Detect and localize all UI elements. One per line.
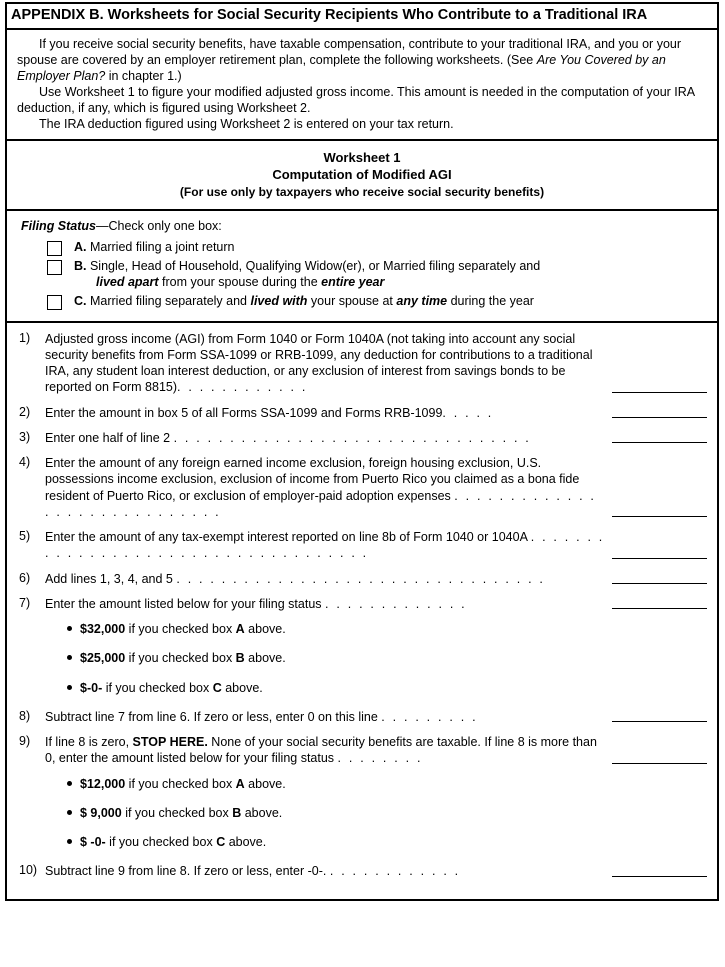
filing-status-title-rest: —Check only one box: — [96, 218, 222, 233]
line-10-description: Subtract line 9 from line 8. If zero or less, enter -0-. — [45, 864, 327, 879]
bullet-a-amount: $32,000 — [80, 622, 126, 637]
option-c-letter: C. — [74, 293, 87, 308]
line-6-input[interactable] — [612, 582, 707, 584]
line-9-number: 9) — [19, 734, 31, 749]
line-9-text-b: None of your social security benefits are taxable. If line 8 is more than 0, enter the amount listed below for your filing status — [45, 735, 597, 766]
bullet-c-after: above. — [221, 680, 263, 695]
line-9-bullet-a — [15, 776, 707, 792]
bullet9-b-text — [45, 805, 707, 821]
option-a-letter: A. — [74, 240, 87, 255]
line-9-text — [45, 734, 612, 767]
option-b-text-2: from your spouse during the — [158, 275, 322, 290]
worksheet-line-6 — [15, 571, 707, 587]
line-7-number: 7) — [19, 595, 31, 610]
line-9-stop-here: STOP HERE. — [132, 735, 208, 750]
line-7-bullet-c — [15, 680, 707, 696]
option-b-text-cont — [96, 274, 707, 290]
bullet9-b-letter: B — [232, 805, 242, 820]
bullet9-b-before: if you checked box — [121, 805, 233, 820]
line-5-input[interactable] — [612, 557, 707, 559]
checkbox-option-c[interactable] — [47, 295, 62, 310]
intro-section — [7, 30, 717, 141]
line-6-text — [45, 571, 612, 587]
worksheet-line-10 — [15, 863, 707, 879]
line-6-description: Add lines 1, 3, 4, and 5 — [45, 571, 173, 586]
option-b-letter: B. — [74, 259, 87, 274]
worksheet-line-9 — [15, 734, 707, 767]
bullet-b-amount: $25,000 — [80, 651, 126, 666]
line-2-number: 2) — [19, 404, 31, 419]
worksheet-line-1 — [15, 331, 707, 396]
intro-tail-text: in chapter 1.) — [105, 68, 182, 83]
line-10-input[interactable] — [612, 875, 707, 877]
bullet-c-amount: $-0- — [80, 680, 103, 695]
option-b-italic-2: entire year — [321, 275, 385, 290]
line-9-dots: . . . . . . . . — [337, 751, 423, 766]
filing-status-title — [21, 218, 707, 234]
worksheet-subtitle: Computation of Modified AGI — [272, 167, 452, 183]
bullet-dot-icon — [67, 626, 72, 631]
line-5-text — [45, 529, 612, 562]
bullet9-c-text — [45, 834, 707, 850]
line-10-text — [45, 863, 612, 879]
line-1-text — [45, 331, 612, 396]
bullet-dot-icon — [67, 810, 72, 815]
line-2-input[interactable] — [612, 416, 707, 418]
worksheet-header — [7, 141, 717, 211]
line-10-dots: . . . . . . . . . . . . — [329, 864, 461, 879]
intro-paragraph-2: Use Worksheet 1 to figure your modified adjusted gross income. This amount is needed in the computation of your IRA deduction, if any, which is figured using Worksheet 2. — [17, 84, 695, 115]
line-3-text — [45, 430, 612, 446]
bullet-a-letter: A — [235, 622, 245, 637]
filing-status-option-a[interactable] — [47, 239, 707, 256]
option-a-text: Married filing a joint return — [86, 240, 235, 255]
line-2-dots: . . . . . — [442, 405, 494, 420]
filing-status-option-c-label — [74, 293, 707, 309]
bullet-dot-icon — [67, 781, 72, 786]
worksheet-note: (For use only by taxpayers who receive social security benefits) — [179, 184, 545, 199]
line-6-dots: . . . . . . . . . . . . . . . . . . . . . . . . . . . . . . . . . — [176, 571, 546, 586]
bullet9-b-after: above. — [241, 805, 283, 820]
option-b-italic-1: lived apart — [96, 275, 159, 290]
line-1-number: 1) — [19, 330, 31, 345]
bullet9-a-amount: $12,000 — [80, 776, 126, 791]
page-title: APPENDIX B. Worksheets for Social Security Recipients Who Contribute to a Traditional IRA — [7, 4, 717, 30]
bullet-b-text — [45, 650, 707, 666]
checkbox-option-a[interactable] — [47, 241, 62, 256]
bullet-dot-icon — [67, 685, 72, 690]
option-c-italic-1: lived with — [250, 293, 308, 308]
line-9-input[interactable] — [612, 762, 707, 764]
line-5-number: 5) — [19, 529, 31, 544]
line-4-dots: . . . . . . . . . . . . . . . . . . . . . . . . . . . . . — [45, 488, 597, 519]
worksheet-outer-box — [5, 2, 719, 901]
option-b-text: Single, Head of Household, Qualifying Widow(er), or Married filing separately and — [86, 259, 541, 274]
bullet9-c-before: if you checked box — [105, 835, 217, 850]
bullet9-c-after: above. — [225, 835, 267, 850]
worksheet-title: Worksheet 1 — [323, 149, 401, 165]
bullet-a-text — [45, 621, 707, 637]
checkbox-option-b[interactable] — [47, 260, 62, 275]
filing-status-option-a-label — [74, 239, 707, 255]
line-3-number: 3) — [19, 429, 31, 444]
line-4-text — [45, 455, 612, 520]
line-8-input[interactable] — [612, 720, 707, 722]
line-3-description: Enter one half of line 2 — [45, 430, 171, 445]
filing-status-option-b[interactable] — [47, 258, 707, 291]
intro-paragraph-3: The IRA deduction figured using Worksheet 2 is entered on your tax return. — [39, 116, 454, 131]
intro-paragraph-1 — [17, 36, 707, 84]
bullet9-a-text — [45, 776, 707, 792]
bullet9-b-amount: $ 9,000 — [80, 805, 122, 820]
bullet9-a-letter: A — [235, 776, 245, 791]
line-4-input[interactable] — [612, 515, 707, 517]
line-8-number: 8) — [19, 708, 31, 723]
option-c-italic-2: any time — [396, 293, 448, 308]
bullet9-a-before: if you checked box — [125, 776, 236, 791]
line-8-description: Subtract line 7 from line 6. If zero or less, enter 0 on this line — [45, 709, 378, 724]
bullet-a-before: if you checked box — [125, 622, 236, 637]
worksheet-line-3 — [15, 430, 707, 446]
line-1-dots: . . . . . . . . . . . . — [177, 380, 308, 395]
line-7-text — [45, 596, 612, 612]
line-7-bullet-b — [15, 650, 707, 666]
intro-text-1: If you receive social security benefits, have taxable compensation, contribute to your traditional IRA, and you or your spouse are covered by an employer retirement plan, complete the following worksheets. — [17, 36, 682, 67]
line-7-input[interactable] — [612, 607, 707, 609]
filing-status-section — [7, 211, 717, 323]
bullet-a-after: above. — [244, 622, 286, 637]
line-8-text — [45, 709, 612, 725]
filing-status-title-bold: Filing Status — [21, 218, 96, 233]
line-2-text — [45, 405, 612, 421]
bullet9-a-after: above. — [244, 776, 286, 791]
line-7-bullet-a — [15, 621, 707, 637]
bullet9-c-amount: $ -0- — [80, 835, 106, 850]
bullet-dot-icon — [67, 655, 72, 660]
line-1-description: Adjusted gross income (AGI) from Form 1040 or Form 1040A (not taking into account any social security benefits from Form SSA-1099 or RRB-1099, any deduction for contributions to a traditional IRA, any student loan interest deduction, or any exclusion of interest from savings bonds to be reported on Form 8815) — [45, 331, 593, 395]
line-10-number: 10) — [19, 863, 38, 878]
worksheet-lines — [7, 323, 717, 899]
worksheet-line-5 — [15, 529, 707, 562]
line-3-input[interactable] — [612, 441, 707, 443]
bullet-dot-icon — [67, 839, 72, 844]
line-6-number: 6) — [19, 570, 31, 585]
worksheet-line-2 — [15, 405, 707, 421]
option-c-text: Married filing separately and — [86, 293, 251, 308]
line-5-dots: . . . . . . . . . . . . . . . . . . . . . . . . . . . . . . . . . . . . — [45, 530, 605, 561]
line-7-description: Enter the amount listed below for your filing status — [45, 596, 322, 611]
filing-status-option-c[interactable] — [47, 293, 707, 310]
bullet-c-text — [45, 680, 707, 696]
bullet-c-letter: C — [212, 680, 222, 695]
line-3-dots: . . . . . . . . . . . . . . . . . . . . . . . . . . . . . . . . — [173, 430, 531, 445]
line-9-text-a: If line 8 is zero, — [45, 735, 133, 750]
intro-italic-ref: Are You Covered by an Employer Plan? — [17, 52, 666, 83]
line-4-number: 4) — [19, 455, 31, 470]
line-1-input[interactable] — [612, 391, 707, 393]
worksheet-line-4 — [15, 455, 707, 520]
bullet-b-after: above. — [244, 651, 286, 666]
line-8-dots: . . . . . . . . . — [381, 709, 478, 724]
bullet9-c-letter: C — [216, 835, 226, 850]
line-7-dots: . . . . . . . . . . . . . — [325, 596, 467, 611]
line-2-description: Enter the amount in box 5 of all Forms SSA-1099 and Forms RRB-1099 — [45, 405, 443, 420]
worksheet-line-7 — [15, 596, 707, 612]
bullet-b-letter: B — [235, 651, 245, 666]
option-c-text-2: your spouse at — [307, 293, 397, 308]
line-9-bullet-c — [15, 834, 707, 850]
line-5-description: Enter the amount of any tax-exempt interest reported on line 8b of Form 1040 or 1040A — [45, 530, 528, 545]
bullet-b-before: if you checked box — [125, 651, 236, 666]
option-c-text-3: during the year — [447, 293, 534, 308]
filing-status-option-b-label — [74, 258, 707, 291]
bullet-c-before: if you checked box — [102, 680, 213, 695]
line-4-description: Enter the amount of any foreign earned income exclusion, foreign housing exclusion, U.S. possessions income exclusion, exclusion of income from Puerto Rico you claimed as a bona fide resident of Puerto Rico, or exclusion of employer-paid adoption expenses — [45, 456, 580, 503]
line-9-bullet-b — [15, 805, 707, 821]
intro-see-text: (See — [506, 52, 537, 67]
worksheet-line-8 — [15, 709, 707, 725]
